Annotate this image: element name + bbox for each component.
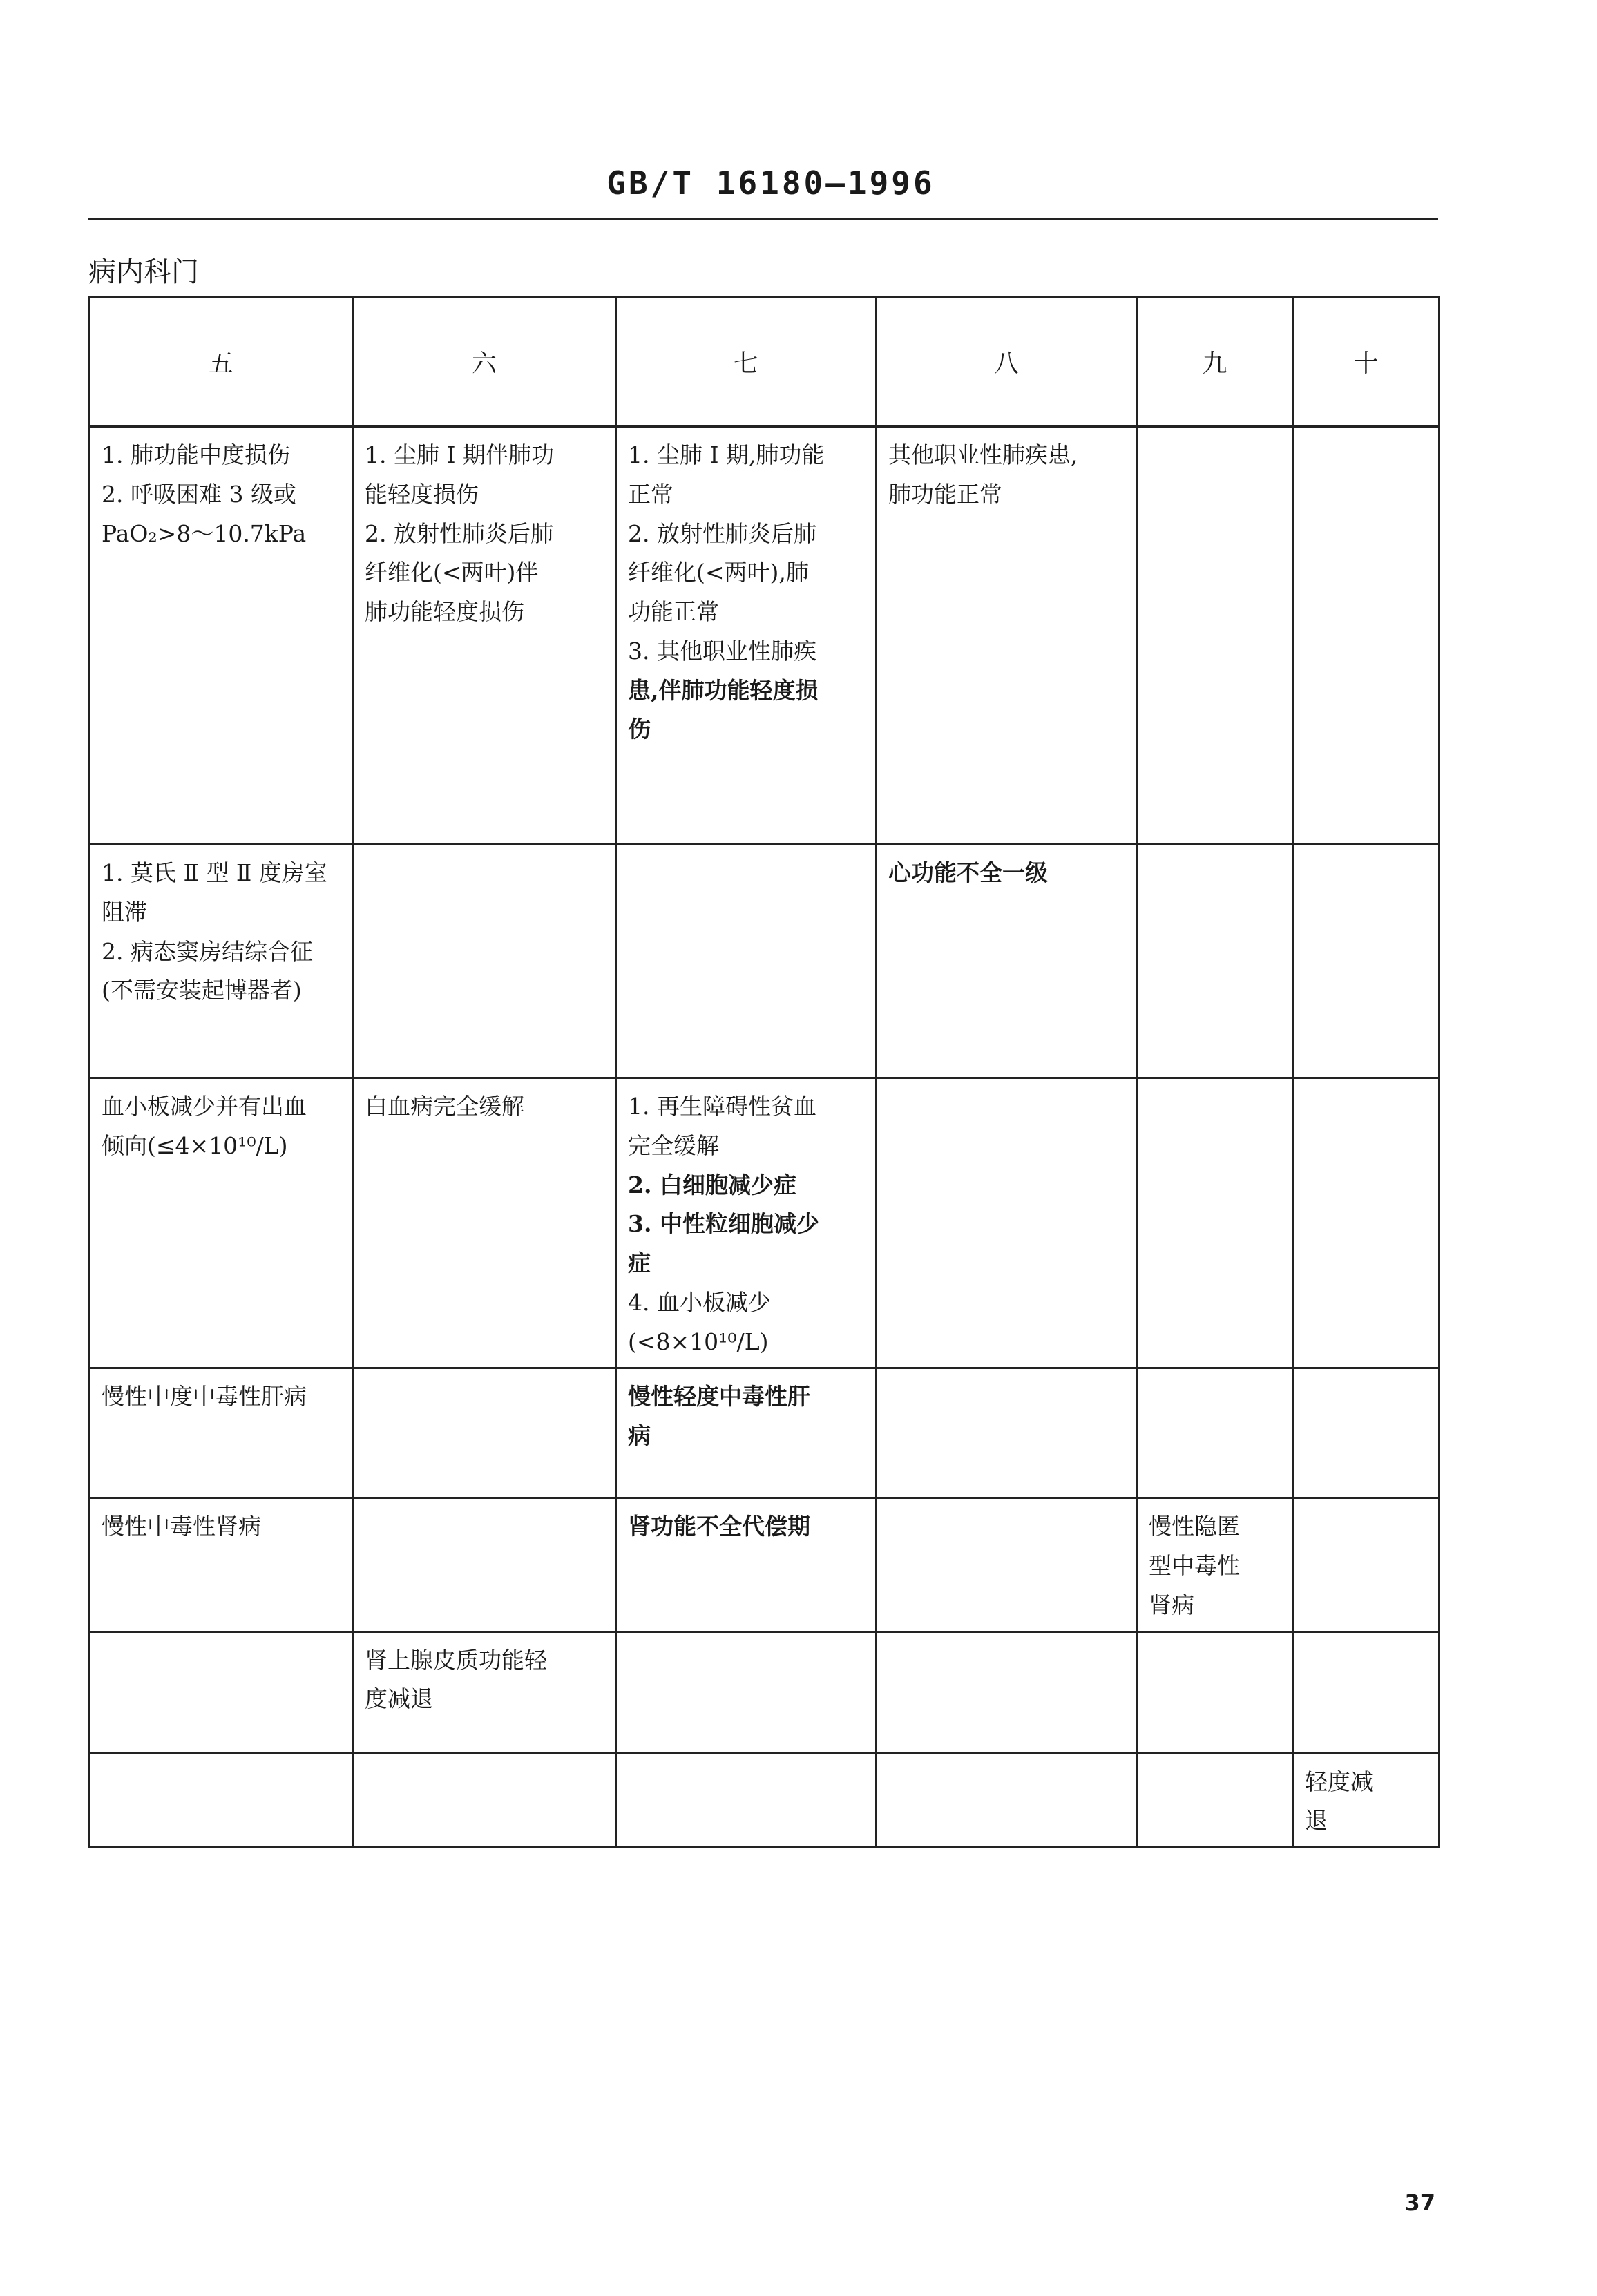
cell-text-line: 肾功能不全代偿期 [628,1513,810,1540]
cell-text-line: 1. 尘肺 I 期伴肺功 [365,441,554,468]
cell-text-line: 3. 中性粒细胞减少 [628,1210,819,1238]
table-cell [877,427,1137,845]
header-rule [88,218,1438,220]
cell-text-line: 1. 尘肺 I 期,肺功能 [628,441,825,468]
table-cell [616,1498,877,1632]
table-header-row [90,297,1440,427]
table-cell [1137,1368,1293,1498]
cell-text-line: 肾上腺皮质功能轻 [365,1646,547,1674]
table-cell [90,1078,353,1368]
table-cell [616,1632,877,1753]
cell-text-line: 2. 呼吸困难 3 级或 [102,480,296,508]
table-cell [1137,1753,1293,1848]
cell-text-line: 2. 放射性肺炎后肺 [628,519,816,547]
cell-text-line: 完全缓解 [628,1131,719,1159]
table-cell [616,1368,877,1498]
column-header: 七 [616,297,877,427]
cell-text-line: 阻滞 [102,898,147,926]
cell-text-line: 其他职业性肺疾患, [888,441,1078,468]
table-cell [90,845,353,1078]
cell-text-line: 型中毒性 [1149,1552,1240,1579]
cell-text-line: 慢性中毒性肾病 [102,1513,261,1540]
table-row [90,1498,1440,1632]
cell-text-line: 病 [628,1422,651,1449]
column-header: 九 [1137,297,1293,427]
table-cell [616,845,877,1078]
cell-text-line: 慢性中度中毒性肝病 [102,1383,307,1410]
table-cell [353,1498,616,1632]
table-row [90,1078,1440,1368]
table-cell [1137,1632,1293,1753]
cell-text-line: 白血病完全缓解 [365,1093,524,1120]
table-cell [616,1753,877,1848]
table-cell [90,1498,353,1632]
column-header: 五 [90,297,353,427]
cell-text-line: 纤维化(<两叶),肺 [628,559,809,586]
table-cell [353,845,616,1078]
table-cell [90,1632,353,1753]
cell-text-line: 轻度减 [1305,1768,1373,1795]
table-cell [90,1368,353,1498]
column-header: 十 [1293,297,1440,427]
cell-text-line: 4. 血小板减少 [628,1288,771,1316]
table-cell [1137,1498,1293,1632]
cell-text-line: 正常 [628,480,673,508]
table-cell [90,1753,353,1848]
table-cell [1293,1753,1440,1848]
table-cell [353,1632,616,1753]
cell-text-line: 能轻度损伤 [365,480,479,508]
table-cell [1137,1078,1293,1368]
table-cell [90,427,353,845]
column-header: 八 [877,297,1137,427]
cell-text-line: 血小板减少并有出血 [102,1093,307,1120]
cell-text-line: 慢性轻度中毒性肝 [628,1383,810,1410]
disability-grade-table [88,296,1440,1848]
cell-text-line: 伤 [628,716,651,743]
table-row [90,1753,1440,1848]
table-cell [1137,427,1293,845]
table-cell [877,1368,1137,1498]
table-cell [353,1368,616,1498]
cell-text-line: 2. 放射性肺炎后肺 [365,519,553,547]
cell-text-line: 心功能不全一级 [888,859,1048,886]
table-cell [1137,845,1293,1078]
cell-text-line: (不需安装起博器者) [102,977,302,1004]
table-row [90,1368,1440,1498]
table-cell [1293,1368,1440,1498]
table-cell [1293,845,1440,1078]
cell-text-line: 2. 病态窦房结综合征 [102,937,313,965]
cell-text-line: PaO₂>8～10.7kPa [102,519,307,547]
table-cell [1293,1078,1440,1368]
cell-text-line: 患,伴肺功能轻度损 [628,676,819,704]
cell-text-line: 症 [628,1250,651,1276]
cell-text-line: 倾向(≤4×10¹⁰/L) [102,1131,288,1159]
section-label: 病内科门 [88,256,199,288]
table-cell [877,1753,1137,1848]
table-cell [1293,1498,1440,1632]
cell-text-line: 肺功能正常 [888,480,1002,508]
cell-text-line: 度减退 [365,1685,433,1713]
cell-text-line: 肺功能轻度损伤 [365,598,524,625]
cell-text-line: 1. 莫氏 Ⅱ 型 Ⅱ 度房室 [102,859,327,886]
page-number: 37 [1404,2190,1435,2216]
cell-text-line: 3. 其他职业性肺疾 [628,637,816,664]
table-cell [1293,427,1440,845]
cell-text-line: 退 [1305,1807,1328,1835]
table-cell [353,427,616,845]
table-cell [353,1753,616,1848]
cell-text-line: 纤维化(<两叶)伴 [365,559,539,586]
cell-text-line: (<8×10¹⁰/L) [628,1328,769,1355]
table-cell [877,1078,1137,1368]
cell-text-line: 肾病 [1149,1591,1194,1618]
table-cell [877,1632,1137,1753]
table-cell [1293,1632,1440,1753]
table-cell [353,1078,616,1368]
table-cell [616,427,877,845]
standard-number: GB/T 16180—1996 [606,164,935,202]
cell-text-line: 功能正常 [628,598,719,625]
cell-text-line: 慢性隐匿 [1149,1513,1240,1540]
table-cell [877,1498,1137,1632]
column-header: 六 [353,297,616,427]
table-cell [877,845,1137,1078]
table-cell [616,1078,877,1368]
cell-text-line: 2. 白细胞减少症 [628,1171,796,1198]
cell-text-line: 1. 肺功能中度损伤 [102,441,290,468]
table-row [90,1632,1440,1753]
table-row [90,845,1440,1078]
table-row [90,427,1440,845]
cell-text-line: 1. 再生障碍性贫血 [628,1093,816,1120]
